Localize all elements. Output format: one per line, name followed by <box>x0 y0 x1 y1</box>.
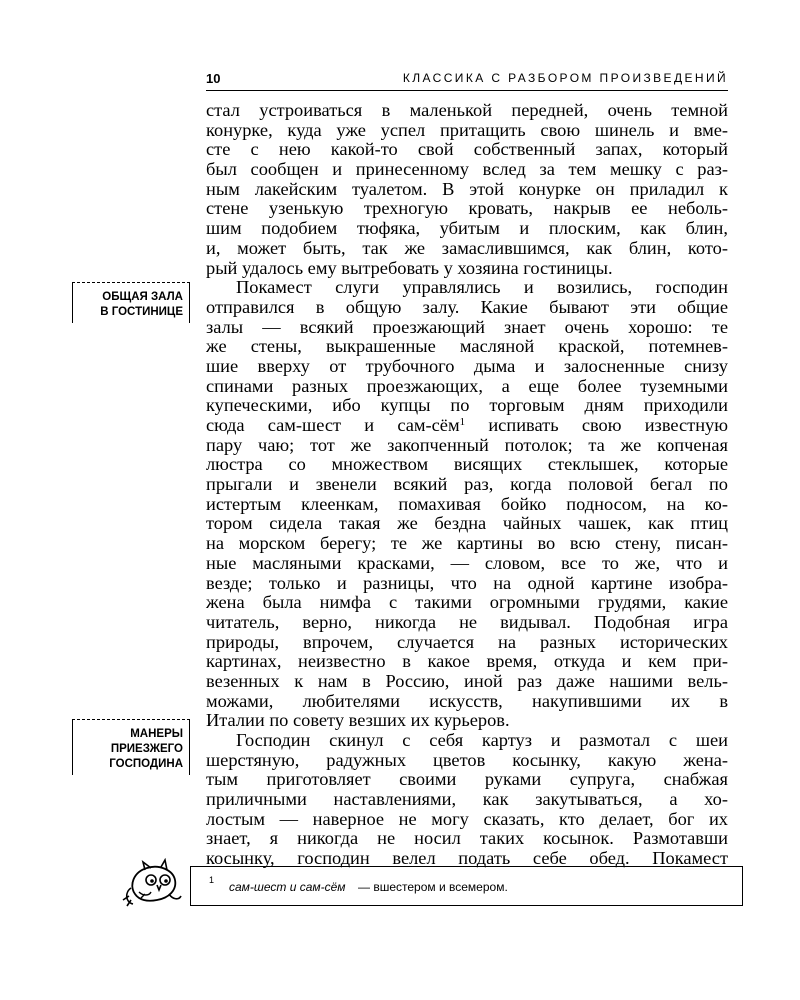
margin-note-line: ОБЩАЯ ЗАЛА <box>102 291 183 303</box>
text-segment: сюда сам-шест и сам-сём <box>206 415 460 435</box>
text-line: шие вверху от трубочного дыма и залосненные снизу <box>206 355 728 376</box>
text-line: прыгали и звенели всякий раз, когда половой бегал по <box>206 474 728 495</box>
text-line: рый удалось ему вытребовать у хозяина гостиницы. <box>206 257 613 278</box>
text-line: же стены, выкрашенные масляной краской, потемнев- <box>206 336 728 357</box>
text-line: везде; только и разницы, что на одной картине изобра- <box>206 572 728 593</box>
text-line: был сообщен и принесенному вслед за тем мешку с раз- <box>206 159 728 180</box>
book-title: КЛАССИКА С РАЗБОРОМ ПРОИЗВЕДЕНИЙ <box>402 71 728 85</box>
text-line: ные масляными красками, — словом, все то же, что и <box>206 552 728 573</box>
margin-note-line: МАНЕРЫ <box>130 728 183 740</box>
text-line: стене узенькую трехногую кровать, накрыв ее неболь- <box>206 198 728 219</box>
text-line: приличными наставлениями, как закутываться, а хо- <box>206 789 728 810</box>
text-line: косынку, господин велел подать себе обед. Покамест <box>206 848 728 869</box>
text-line: пару чаю; тот же закопченный потолок; та же копченая <box>206 434 728 455</box>
text-line: сте с нею какой-то свой собственный запах, который <box>206 139 728 160</box>
margin-note-gentleman-manners <box>72 719 190 775</box>
text-segment: испивать свою известную <box>465 415 728 435</box>
text-line: шим подобием тюфяка, убитым и плоским, как блин, <box>206 218 728 239</box>
text-line: стал устроиваться в маленькой передней, очень темной <box>206 100 728 120</box>
text-line: лостым — наверное не могу сказать, кто делает, бог их <box>206 808 728 829</box>
text-line: истертым клеенкам, помахивая бойко подносом, на ко- <box>206 493 728 514</box>
text-line-with-footnote <box>206 416 728 436</box>
text-line: люстра со множеством висящих стеклышек, которые <box>206 454 728 475</box>
margin-note-line: ГОСПОДИНА <box>109 758 183 770</box>
text-line: Покамест слуги управлялись и возились, господин <box>236 277 728 298</box>
footnote-marker: 1 <box>209 875 215 885</box>
margin-note-line: В ГОСТИНИЦЕ <box>100 306 183 318</box>
text-line: везенных к нам в Россию, иной раз даже нашими вель- <box>206 670 728 691</box>
page-number: 10 <box>206 71 221 86</box>
text-line: читатель, верно, никогда не видывал. Подобная игра <box>206 611 728 632</box>
text-line: тым приготовляет своими руками супруга, снабжая <box>206 769 728 790</box>
text-line: и, может быть, так же замаслившимся, как блин, кото- <box>206 237 728 258</box>
text-line: залы — всякий проезжающий знает очень хорошо: те <box>206 316 728 337</box>
text-line: отправился в общую залу. Какие бывают эти общие <box>206 296 728 317</box>
text-line: природы, впрочем, случается на разных исторических <box>206 631 728 652</box>
text-line: конурке, куда уже успел притащить свою шинель и вме- <box>206 119 728 140</box>
text-line: можами, любителями искусств, накупившими их в <box>206 690 728 711</box>
margin-note-line: ПРИЕЗЖЕГО <box>110 743 183 755</box>
text-line: на морском берегу; те же картины во всю стену, писан- <box>206 533 728 554</box>
text-line: картинах, неизвестно в какое время, откуда и кем при- <box>206 651 728 672</box>
text-line: шерстяную, радужных цветов косынку, какую жена- <box>206 749 728 770</box>
footnote-box <box>190 866 743 906</box>
margin-note-common-hall <box>72 282 190 323</box>
text-line: жена была нимфа с такими огромными грудями, какие <box>206 592 728 613</box>
text-line: Господин скинул с себя картуз и размотал с шеи <box>236 730 728 750</box>
running-header <box>206 70 728 91</box>
footnote-term: сам-шест и сам-сём <box>229 880 346 894</box>
text-line: знает, я никогда не носил таких косынок. Размотавши <box>206 828 728 849</box>
text-line: тором сидела такая же бездна чайных чашек, как птиц <box>206 513 728 534</box>
text-line: спинами разных проезжающих, а еще более туземными <box>206 375 728 396</box>
footnote-definition: — вшестером и всемером. <box>358 880 508 894</box>
footnote-reference: 1 <box>459 416 466 428</box>
main-text <box>206 101 728 869</box>
text-line: ным лакейским туалетом. В этой конурке он приладил к <box>206 178 728 199</box>
owl-mascot-icon <box>121 858 183 908</box>
text-line: купеческими, ибо купцы по торговым дням приходили <box>206 395 728 416</box>
text-line: Италии по совету везших их курьеров. <box>206 710 510 731</box>
